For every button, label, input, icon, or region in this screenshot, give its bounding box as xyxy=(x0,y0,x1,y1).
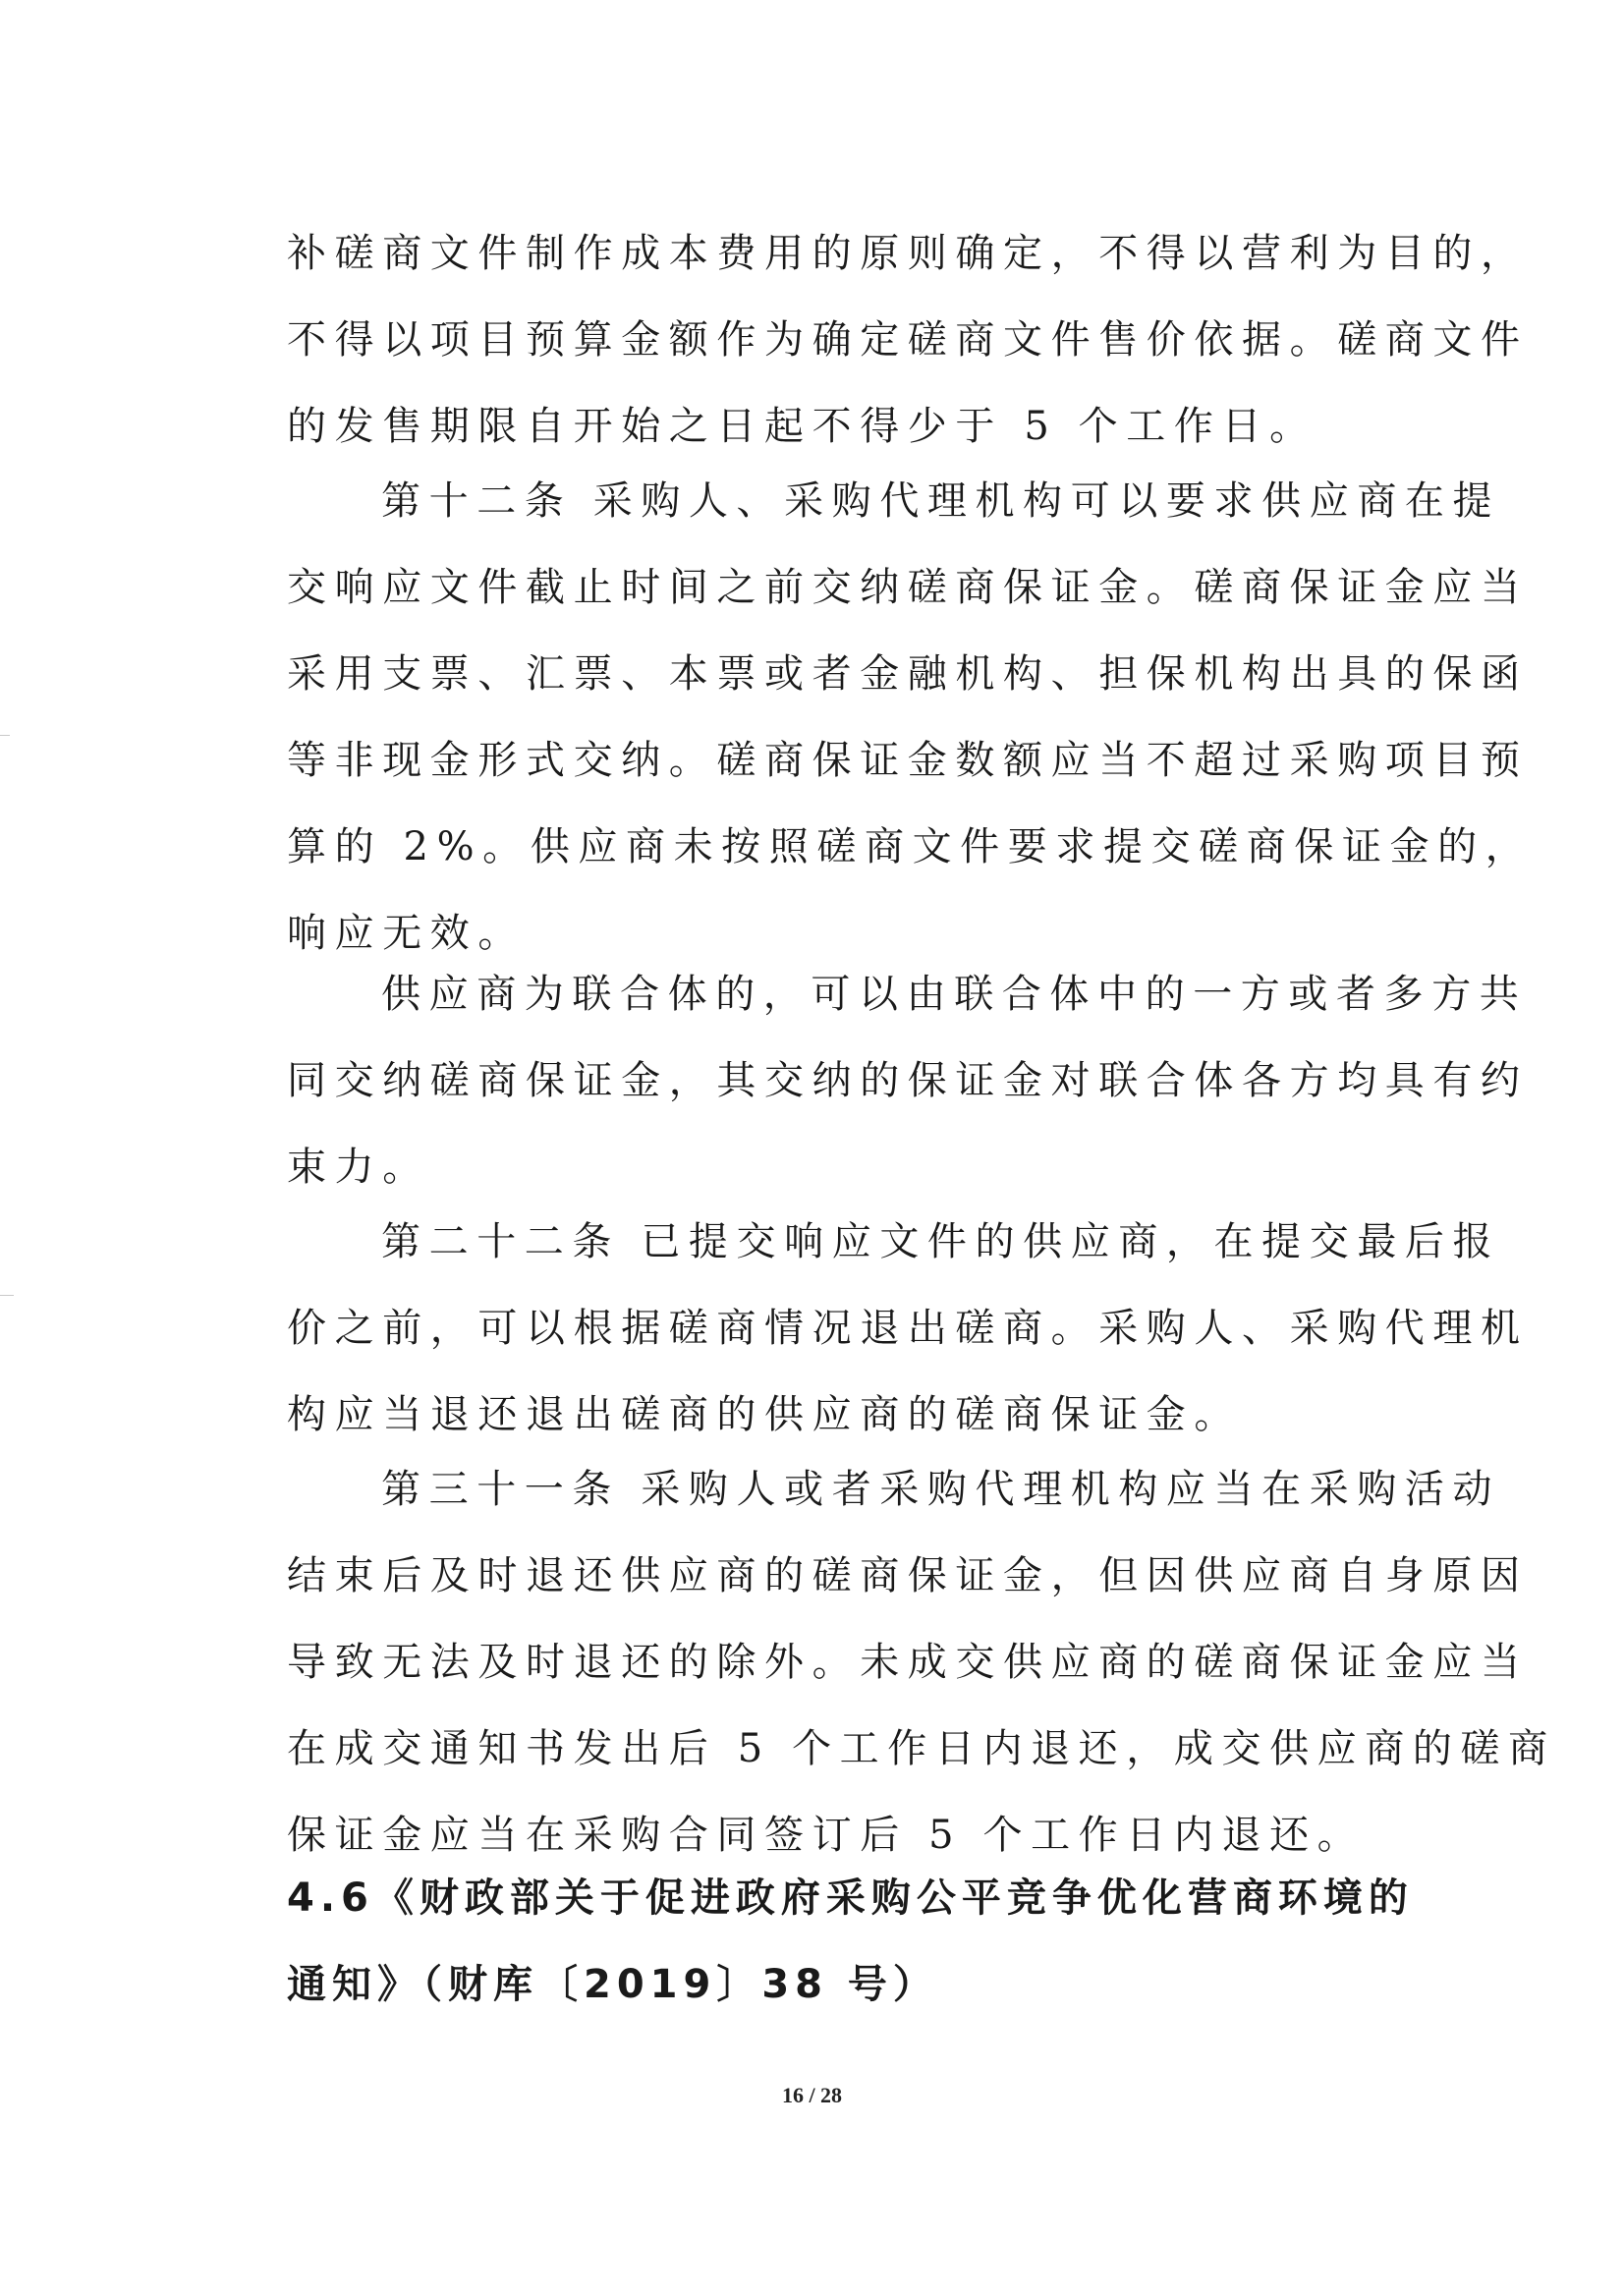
paragraph-article-22 xyxy=(287,1199,1529,1458)
text-line: 价之前，可以根据磋商情况退出磋商。采购人、采购代理机 xyxy=(287,1306,1529,1351)
paragraph-consortium xyxy=(287,951,1529,1210)
text-line: 构应当退还退出磋商的供应商的磋商保证金。 xyxy=(287,1392,1242,1437)
paragraph-article-12 xyxy=(287,458,1534,977)
text-line: 导致无法及时退还的除外。未成交供应商的磋商保证金应当 xyxy=(287,1640,1529,1685)
text-line: 同交纳磋商保证金，其交纳的保证金对联合体各方均具有约 xyxy=(287,1058,1529,1103)
scan-mark xyxy=(0,735,10,736)
paragraph-article-31 xyxy=(287,1446,1556,1878)
text-line: 的发售期限自开始之日起不得少于 5 个工作日。 xyxy=(287,404,1317,449)
page-number: 16 / 28 xyxy=(781,2083,843,2107)
text-line: 第十二条 采购人、采购代理机构可以要求供应商在提 xyxy=(381,478,1501,524)
paragraph-1 xyxy=(287,210,1529,470)
text-line: 补磋商文件制作成本费用的原则确定，不得以营利为目的， xyxy=(287,231,1529,276)
text-line: 供应商为联合体的，可以由联合体中的一方或者多方共 xyxy=(381,972,1528,1017)
text-line: 在成交通知书发出后 5 个工作日内退还，成交供应商的磋商 xyxy=(287,1726,1556,1771)
heading-line: 4.6《财政部关于促进政府采购公平竞争优化营商环境的 xyxy=(287,1875,1414,1921)
text-line: 结束后及时退还供应商的磋商保证金，但因供应商自身原因 xyxy=(287,1553,1529,1598)
text-line: 交响应文件截止时间之前交纳磋商保证金。磋商保证金应当 xyxy=(287,565,1529,610)
section-heading-4-6 xyxy=(287,1855,1414,2028)
text-line: 保证金应当在采购合同签订后 5 个工作日内退还。 xyxy=(287,1813,1366,1858)
text-line: 束力。 xyxy=(287,1145,430,1190)
text-line: 等非现金形式交纳。磋商保证金数额应当不超过采购项目预 xyxy=(287,738,1529,783)
text-line: 第二十二条 已提交响应文件的供应商，在提交最后报 xyxy=(381,1219,1501,1264)
text-line: 算的 2%。供应商未按照磋商文件要求提交磋商保证金的， xyxy=(287,824,1534,869)
text-line: 采用支票、汇票、本票或者金融机构、担保机构出具的保函 xyxy=(287,651,1529,697)
text-line: 响应无效。 xyxy=(287,911,526,956)
text-line: 不得以项目预算金额作为确定磋商文件售价依据。磋商文件 xyxy=(287,317,1529,363)
scan-mark xyxy=(0,1295,14,1296)
text-line: 第三十一条 采购人或者采购代理机构应当在采购活动 xyxy=(381,1467,1501,1512)
heading-line: 通知》（财库〔2019〕38 号） xyxy=(287,1962,938,2007)
